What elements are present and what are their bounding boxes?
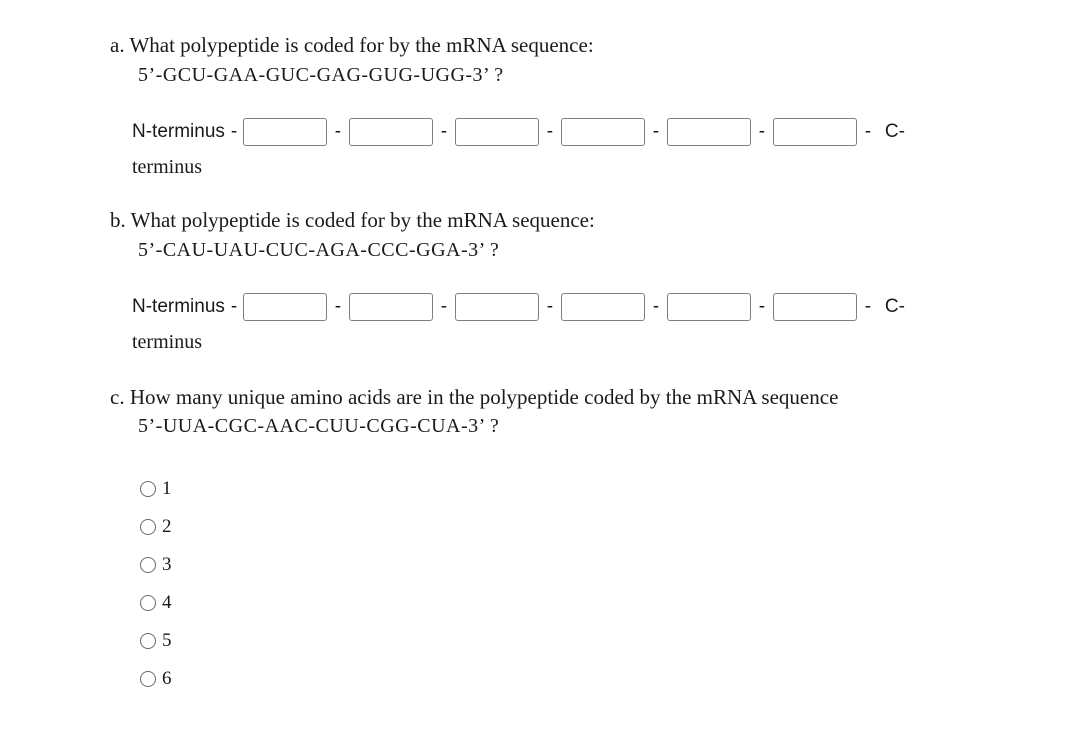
amino-acid-input-1[interactable] (243, 293, 327, 321)
option-2[interactable] (140, 508, 172, 546)
option-label: 5 (162, 630, 172, 651)
answer-options (140, 470, 172, 698)
option-label: 1 (162, 478, 172, 499)
option-label: 2 (162, 516, 172, 537)
amino-acid-input-2[interactable] (349, 118, 433, 146)
radio-button[interactable] (140, 481, 156, 497)
separator: - (546, 121, 554, 142)
amino-acid-input-2[interactable] (349, 293, 433, 321)
separator: - (440, 296, 448, 317)
option-5[interactable] (140, 622, 172, 660)
separator: - (864, 296, 872, 317)
question-b-answer-row (132, 291, 905, 323)
separator: - (440, 121, 448, 142)
question-a-prompt: a. What polypeptide is coded for by the mRNA sequence: (110, 33, 594, 57)
amino-acid-input-3[interactable] (455, 118, 539, 146)
separator: - (546, 296, 554, 317)
n-terminus-label: N-terminus (132, 296, 225, 317)
separator: - (652, 296, 660, 317)
separator: - (334, 296, 342, 317)
radio-button[interactable] (140, 595, 156, 611)
n-terminus-label: N-terminus (132, 121, 225, 142)
c-terminus-label: C- (884, 121, 905, 142)
amino-acid-input-4[interactable] (561, 118, 645, 146)
radio-button[interactable] (140, 633, 156, 649)
radio-button[interactable] (140, 671, 156, 687)
option-label: 6 (162, 668, 172, 689)
option-label: 4 (162, 592, 172, 613)
question-c-sequence: 5’-UUA-CGC-AAC-CUU-CGG-CUA-3’ ? (138, 415, 500, 437)
amino-acid-input-5[interactable] (667, 118, 751, 146)
amino-acid-input-6[interactable] (773, 293, 857, 321)
amino-acid-input-4[interactable] (561, 293, 645, 321)
separator: - (652, 121, 660, 142)
radio-button[interactable] (140, 519, 156, 535)
amino-acid-input-3[interactable] (455, 293, 539, 321)
option-3[interactable] (140, 546, 172, 584)
separator: - (758, 121, 766, 142)
separator: - (230, 121, 238, 142)
separator: - (334, 121, 342, 142)
c-terminus-label: C- (884, 296, 905, 317)
separator: - (230, 296, 238, 317)
option-4[interactable] (140, 584, 172, 622)
question-c-prompt: c. How many unique amino acids are in the polypeptide coded by the mRNA sequence (110, 385, 839, 409)
separator: - (758, 296, 766, 317)
amino-acid-input-6[interactable] (773, 118, 857, 146)
separator: - (864, 121, 872, 142)
question-b-prompt: b. What polypeptide is coded for by the mRNA sequence: (110, 208, 595, 232)
option-label: 3 (162, 554, 172, 575)
amino-acid-input-5[interactable] (667, 293, 751, 321)
option-1[interactable] (140, 470, 172, 508)
option-6[interactable] (140, 660, 172, 698)
question-a-answer-row (132, 116, 905, 148)
c-terminus-wrap-label: terminus (132, 156, 202, 178)
amino-acid-input-1[interactable] (243, 118, 327, 146)
question-a-sequence: 5’-GCU-GAA-GUC-GAG-GUG-UGG-3’ ? (138, 64, 504, 86)
question-b-sequence: 5’-CAU-UAU-CUC-AGA-CCC-GGA-3’ ? (138, 239, 500, 261)
radio-button[interactable] (140, 557, 156, 573)
c-terminus-wrap-label: terminus (132, 331, 202, 353)
